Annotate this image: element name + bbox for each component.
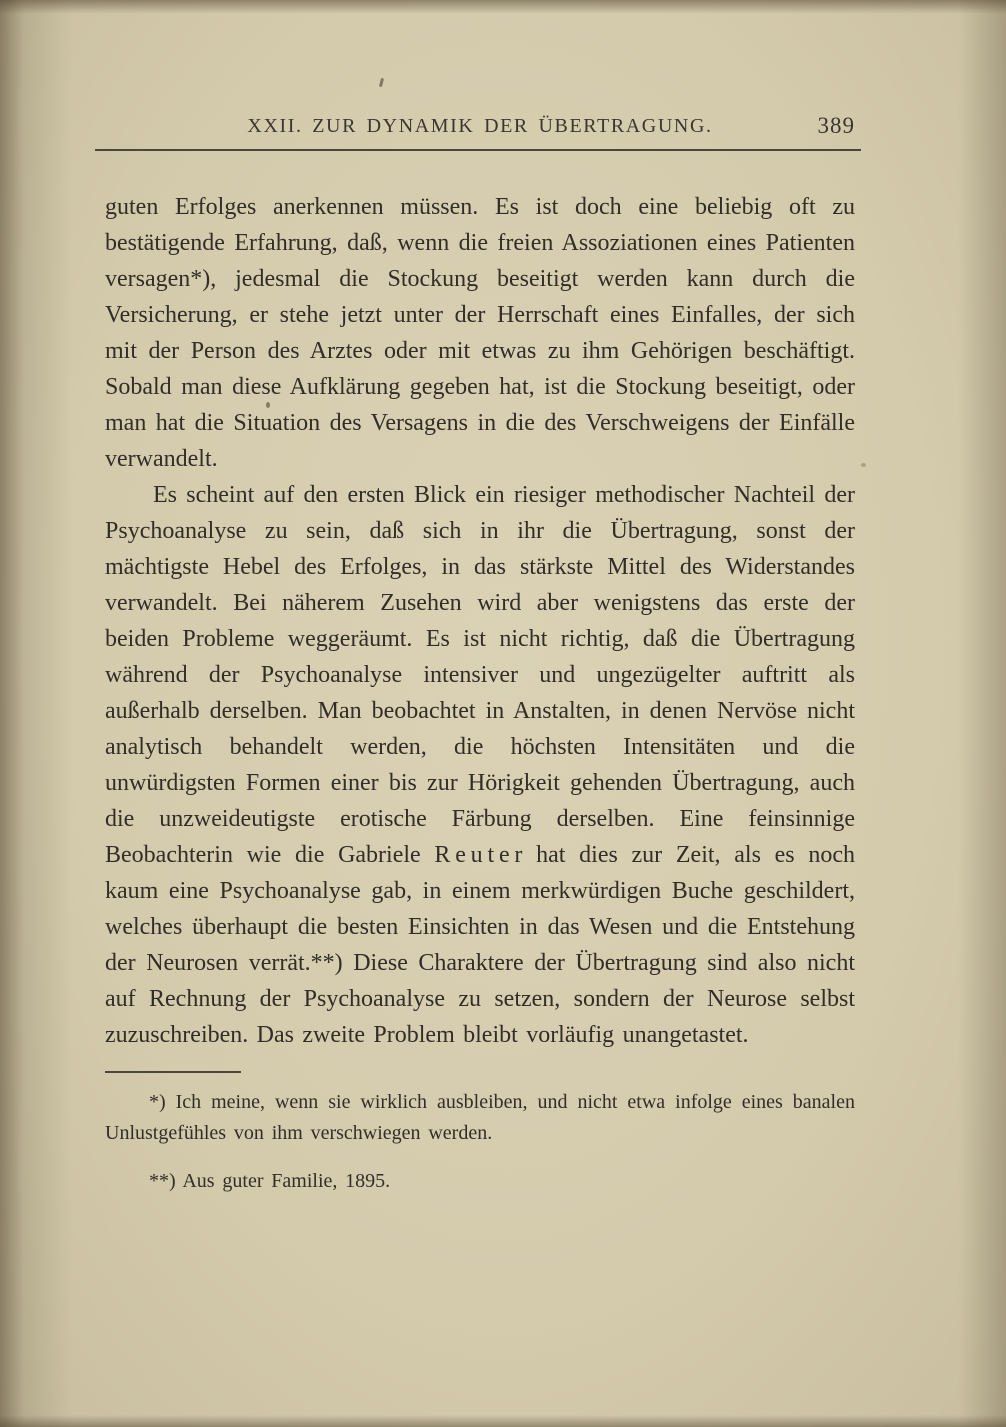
scan-speck bbox=[379, 78, 384, 87]
page-content bbox=[105, 112, 855, 1197]
footnote: **) Aus guter Familie, 1895. bbox=[149, 1170, 391, 1192]
page-number: 389 bbox=[817, 113, 855, 138]
footnotes bbox=[105, 1087, 855, 1197]
paragraph: Es scheint auf den ersten Blick ein riesiger methodischer Nachteil der Psychoanalyse zu sein, daß sich in ihr die Übertragung, sonst der mächtigste Hebel des Erfolges, in das stärkste Mittel des Widerstandes verwandelt. Bei näherem Zusehen wird aber wenigstens das erste der beiden Probleme weggeräumt. Es ist nicht richtig, daß die Übertragung während der Psychoanalyse intensiver und ungezügelter auftritt als außerhalb derselben. Man beobachtet in Anstalten, in denen Nervöse nicht analytisch behandelt werden, die höchsten Intensitäten und die unwürdigsten Formen einer bis zur Hörigkeit gehenden Übertragung, auch die unzweideutigste erotische Färbung derselben. Eine feinsinnige Beobachterin wie die Gabriele R e u t e r hat dies zur Zeit, als es noch kaum eine Psychoanalyse gab, in einem merkwürdigen Buche geschildert, welches überhaupt die besten Einsichten in das Wesen und die Entstehung der Neurosen verrät.**) Diese Charaktere der Übertragung sind also nicht auf Rechnung der Psychoanalyse zu setzen, sondern der Neurose selbst zuzuschreiben. Das zweite Problem bleibt vorläufig unangetastet. bbox=[105, 482, 855, 1048]
running-title: XXII. ZUR DYNAMIK DER ÜBERTRAGUNG. bbox=[247, 115, 713, 137]
page-header bbox=[105, 112, 855, 140]
footnote-separator-rule bbox=[105, 1071, 241, 1073]
footnote: *) Ich meine, wenn sie wirklich ausbleiben, und nicht etwa infolge eines banalen Unlustgefühles von ihm verschwiegen werden. bbox=[105, 1091, 855, 1144]
body-text bbox=[105, 189, 855, 1053]
scan-speck bbox=[861, 463, 866, 467]
paragraph-continuation: guten Erfolges anerkennen müssen. Es ist doch eine beliebig oft zu bestätigende Erfahrung, daß, wenn die freien Assoziationen eines Patienten versagen*), jedesmal die Stockung beseitigt werden kann durch die Versicherung, er stehe jetzt unter der Herrschaft eines Einfalles, der sich mit der Person des Arztes oder mit etwas zu ihm Gehörigen beschäftigt. Sobald man diese Aufklärung gegeben hat, ist die Stockung beseitigt, oder man hat die Situation des Versagens in die des Verschweigens der Einfälle verwandelt. bbox=[105, 194, 855, 472]
header-rule bbox=[95, 149, 861, 151]
